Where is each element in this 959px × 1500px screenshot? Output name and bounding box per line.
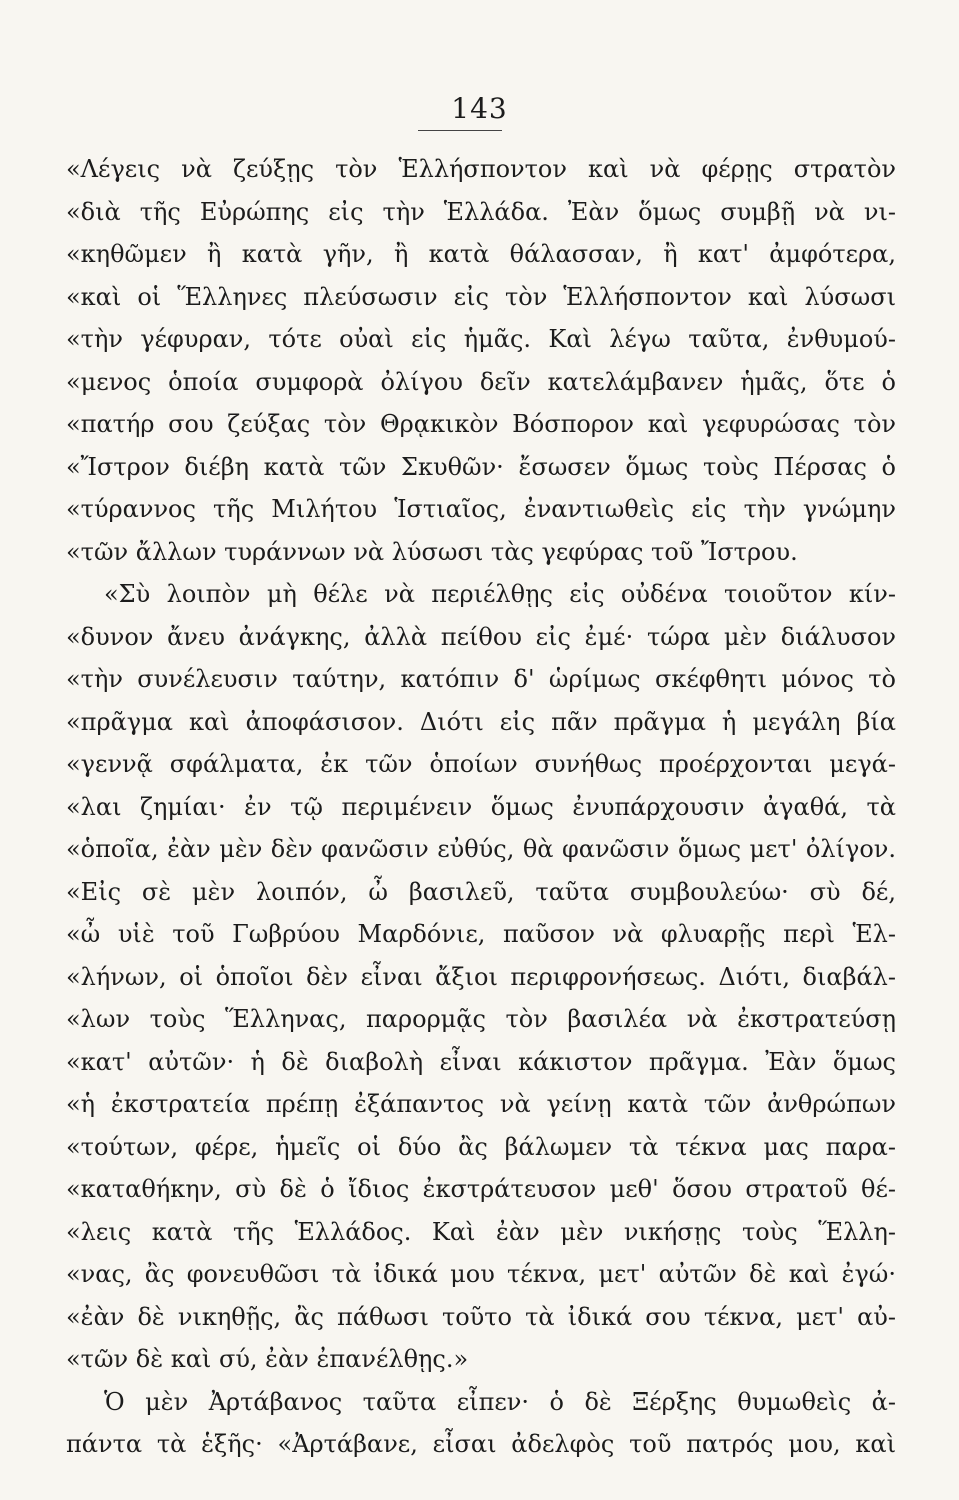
text-line: «τῶν ἄλλων τυράννων νὰ λύσωσι τὰς γεφύρας τοῦ Ἴστρου.: [66, 537, 798, 566]
text-line: «ἡ ἐκστρατεία πρέπῃ ἐξάπαντος νὰ γείνῃ κατὰ τῶν ἀνθρώπων: [66, 1090, 896, 1118]
page-number: 143: [451, 92, 508, 125]
text-line: «τὴν γέφυραν, τότε οὐαὶ εἰς ἡμᾶς. Καὶ λέγω ταῦτα, ἐνθυμού-: [66, 325, 896, 353]
text-line: «τῶν δὲ καὶ σύ, ἐὰν ἐπανέλθῃς.»: [66, 1345, 469, 1373]
text-line: «διὰ τῆς Εὐρώπης εἰς τὴν Ἑλλάδα. Ἐὰν ὅμως συμβῇ νὰ νι-: [66, 197, 896, 226]
text-line: «Ἴστρον διέβη κατὰ τῶν Σκυθῶν· ἔσωσεν ὅμως τοὺς Πέρσας ὁ: [66, 452, 896, 481]
text-line: «μενος ὁποία συμφορὰ ὀλίγου δεῖν κατελάμβανεν ἡμᾶς, ὅτε ὁ: [66, 367, 896, 396]
text-line: «ὦ υἱὲ τοῦ Γωβρύου Μαρδόνιε, παῦσον νὰ φλυαρῇς περὶ Ἑλ-: [66, 920, 896, 948]
text-line: «λαι ζημίαι· ἐν τῷ περιμένειν ὅμως ἐνυπάρχουσιν ἀγαθά, τὰ: [66, 792, 896, 821]
text-line: «λων τοὺς Ἕλληνας, παρορμᾷς τὸν βασιλέα νὰ ἐκστρατεύσῃ: [66, 1005, 896, 1033]
text-line: «Σὺ λοιπὸν μὴ θέλε νὰ περιέλθῃς εἰς οὐδένα τοιοῦτον κίν-: [104, 580, 896, 608]
body-text: [66, 148, 896, 1466]
text-line: «λήνων, οἱ ὁποῖοι δὲν εἶναι ἄξιοι περιφρονήσεως. Διότι, διαβάλ-: [66, 962, 896, 991]
text-line: «ἐὰν δὲ νικηθῇς, ἂς πάθωσι τοῦτο τὰ ἰδικά σου τέκνα, μετ' αὐ-: [66, 1302, 896, 1331]
text-line: «τύραννος τῆς Μιλήτου Ἱστιαῖος, ἐναντιωθεὶς εἰς τὴν γνώμην: [66, 495, 896, 523]
page-number-rule: [418, 130, 502, 131]
text-line: «γεννᾷ σφάλματα, ἐκ τῶν ὁποίων συνήθως προέρχονται μεγά-: [66, 750, 896, 778]
text-line: «πρᾶγμα καὶ ἀποφάσισον. Διότι εἰς πᾶν πρᾶγμα ἡ μεγάλη βία: [66, 707, 896, 736]
text-line: «πατήρ σου ζεύξας τὸν Θρᾳκικὸν Βόσπορον καὶ γεφυρώσας τὸν: [66, 410, 896, 438]
text-line: «λεις κατὰ τῆς Ἑλλάδος. Καὶ ἐὰν μὲν νικήσῃς τοὺς Ἕλλη-: [66, 1217, 896, 1246]
text-line: «καὶ οἱ Ἕλληνες πλεύσωσιν εἰς τὸν Ἑλλήσποντον καὶ λύσωσι: [66, 282, 896, 311]
text-line: «τὴν συνέλευσιν ταύτην, κατόπιν δ' ὡρίμως σκέφθητι μόνος τὸ: [66, 665, 896, 693]
text-line: «Λέγεις νὰ ζεύξῃς τὸν Ἑλλήσποντον καὶ νὰ φέρῃς στρατὸν: [66, 155, 896, 183]
text-line: «Εἰς σὲ μὲν λοιπόν, ὦ βασιλεῦ, ταῦτα συμβουλεύω· σὺ δέ,: [66, 877, 896, 906]
text-line: πάντα τὰ ἑξῆς· «Ἀρτάβανε, εἶσαι ἀδελφὸς τοῦ πατρός μου, καὶ: [66, 1430, 896, 1458]
text-line: «ὁποῖα, ἐὰν μὲν δὲν φανῶσιν εὐθύς, θὰ φανῶσιν ὅμως μετ' ὀλίγον.: [66, 835, 896, 863]
text-line: «κηθῶμεν ἢ κατὰ γῆν, ἢ κατὰ θάλασσαν, ἢ κατ' ἀμφότερα,: [66, 240, 896, 268]
text-line: «τούτων, φέρε, ἡμεῖς οἱ δύο ἂς βάλωμεν τὰ τέκνα μας παρα-: [66, 1132, 896, 1161]
text-line: «κατ' αὐτῶν· ἡ δὲ διαβολὴ εἶναι κάκιστον πρᾶγμα. Ἐὰν ὅμως: [66, 1047, 896, 1076]
text-line: «νας, ἂς φονευθῶσι τὰ ἰδικά μου τέκνα, μετ' αὐτῶν δὲ καὶ ἐγώ·: [66, 1260, 896, 1288]
text-line: «καταθήκην, σὺ δὲ ὁ ἴδιος ἐκστράτευσον μεθ' ὅσου στρατοῦ θέ-: [66, 1175, 896, 1203]
text-line: «δυνον ἄνευ ἀνάγκης, ἀλλὰ πείθου εἰς ἐμέ· τώρα μὲν διάλυσον: [66, 622, 896, 651]
text-line: Ὁ μὲν Ἀρτάβανος ταῦτα εἶπεν· ὁ δὲ Ξέρξης θυμωθεὶς ἀ-: [104, 1387, 896, 1416]
